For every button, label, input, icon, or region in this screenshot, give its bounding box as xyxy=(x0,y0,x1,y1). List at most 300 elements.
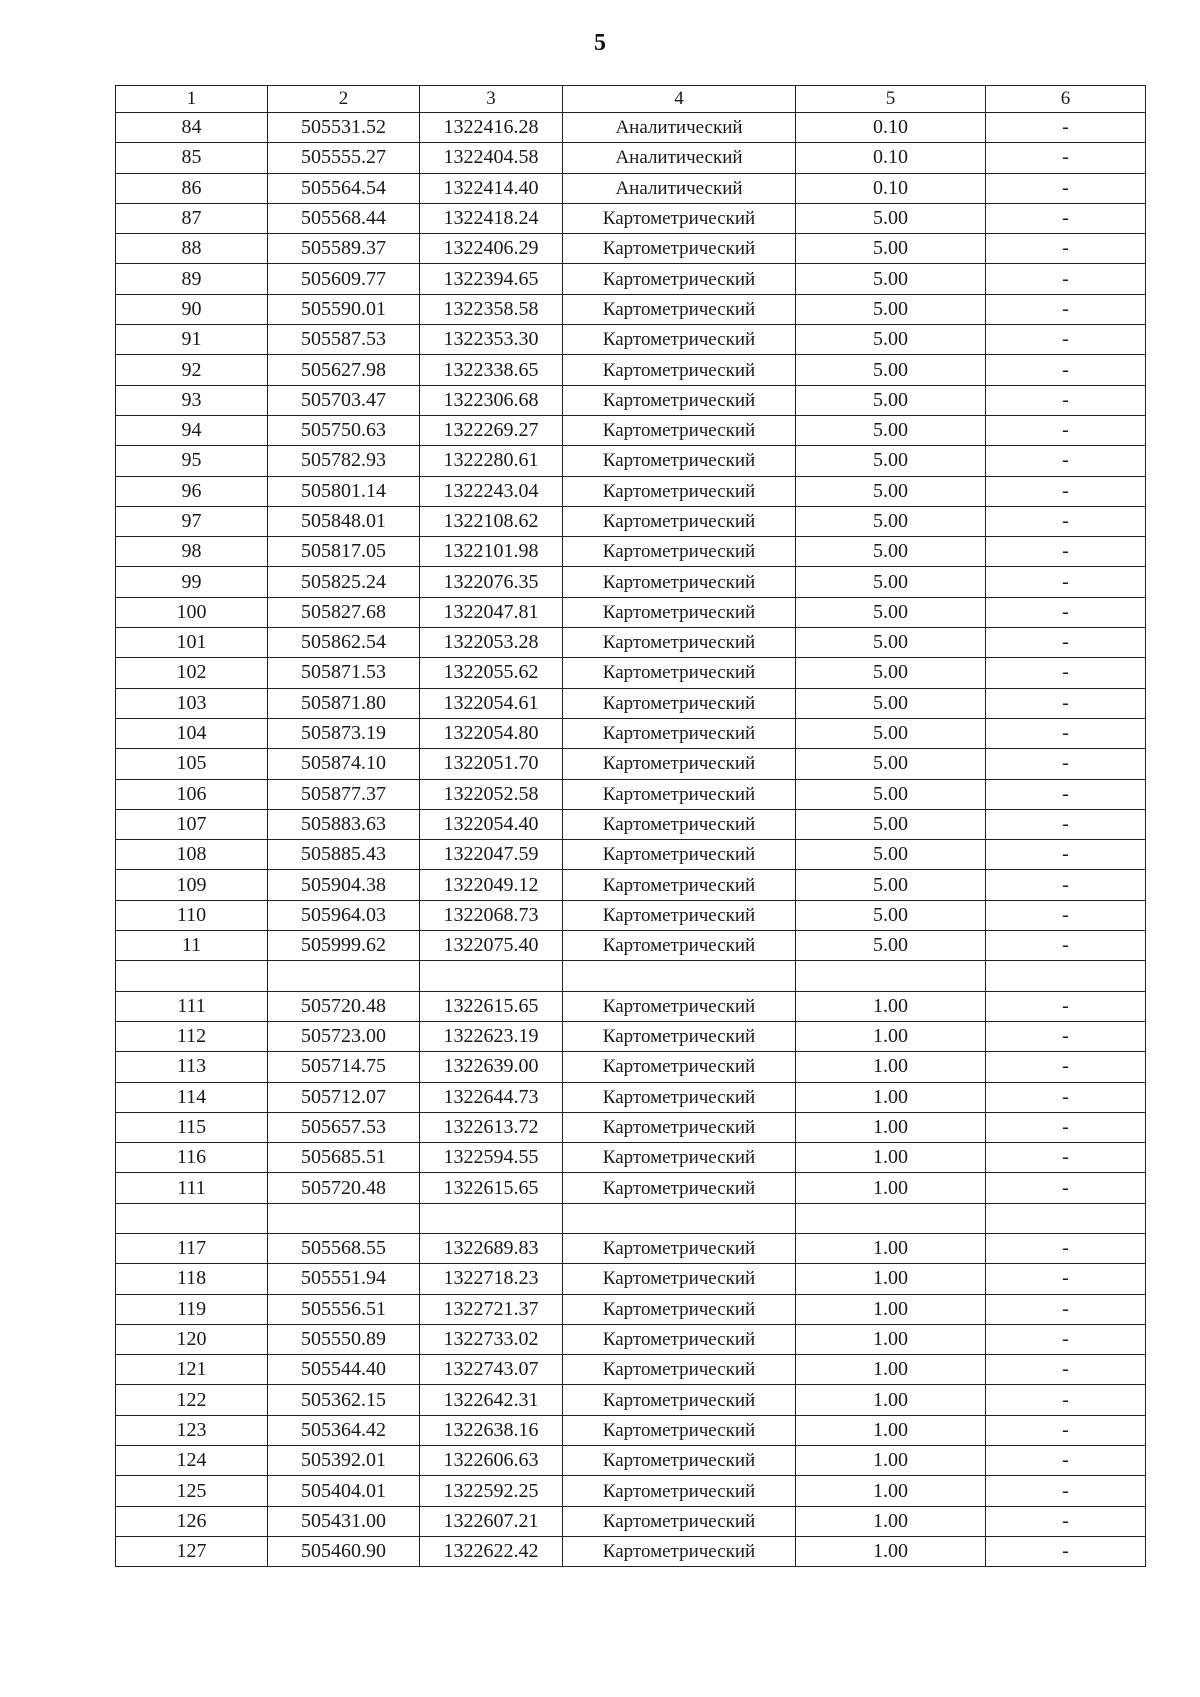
description-cell: - xyxy=(986,688,1146,718)
description-cell: - xyxy=(986,264,1146,294)
description-cell: - xyxy=(986,809,1146,839)
point-number-cell: 110 xyxy=(116,900,268,930)
method-cell: Картометрический xyxy=(563,931,796,961)
accuracy-cell: 1.00 xyxy=(796,1264,986,1294)
point-number-cell: 112 xyxy=(116,1021,268,1051)
point-number-cell: 126 xyxy=(116,1506,268,1536)
column-header-6: 6 xyxy=(986,86,1146,113)
description-cell: - xyxy=(986,840,1146,870)
accuracy-cell: 1.00 xyxy=(796,1476,986,1506)
description-cell: - xyxy=(986,991,1146,1021)
table-row xyxy=(116,1112,1146,1142)
description-cell: - xyxy=(986,203,1146,233)
x-coordinate-cell: 505723.00 xyxy=(268,1021,420,1051)
x-coordinate-cell: 505999.62 xyxy=(268,931,420,961)
accuracy-cell: 1.00 xyxy=(796,1385,986,1415)
y-coordinate-cell: 1322243.04 xyxy=(420,476,563,506)
description-cell: - xyxy=(986,537,1146,567)
y-coordinate-cell: 1322615.65 xyxy=(420,991,563,1021)
method-cell: Картометрический xyxy=(563,658,796,688)
method-cell xyxy=(563,961,796,991)
table-row xyxy=(116,628,1146,658)
y-coordinate-cell: 1322101.98 xyxy=(420,537,563,567)
table-row xyxy=(116,1264,1146,1294)
table-row xyxy=(116,688,1146,718)
description-cell: - xyxy=(986,597,1146,627)
y-coordinate-cell: 1322108.62 xyxy=(420,506,563,536)
accuracy-cell xyxy=(796,1203,986,1233)
table-header-row xyxy=(116,86,1146,113)
table-row xyxy=(116,1173,1146,1203)
accuracy-cell: 1.00 xyxy=(796,1112,986,1142)
description-cell: - xyxy=(986,1052,1146,1082)
description-cell: - xyxy=(986,1294,1146,1324)
table-row xyxy=(116,567,1146,597)
table-row xyxy=(116,415,1146,445)
accuracy-cell: 1.00 xyxy=(796,1324,986,1354)
accuracy-cell: 5.00 xyxy=(796,628,986,658)
description-cell: - xyxy=(986,1446,1146,1476)
y-coordinate-cell: 1322054.61 xyxy=(420,688,563,718)
table-row xyxy=(116,1233,1146,1263)
y-coordinate-cell: 1322416.28 xyxy=(420,113,563,143)
method-cell: Картометрический xyxy=(563,1446,796,1476)
point-number-cell: 125 xyxy=(116,1476,268,1506)
point-number-cell: 114 xyxy=(116,1082,268,1112)
accuracy-cell: 1.00 xyxy=(796,991,986,1021)
point-number-cell: 91 xyxy=(116,325,268,355)
accuracy-cell: 5.00 xyxy=(796,476,986,506)
y-coordinate-cell: 1322718.23 xyxy=(420,1264,563,1294)
column-header-3: 3 xyxy=(420,86,563,113)
accuracy-cell: 1.00 xyxy=(796,1294,986,1324)
accuracy-cell: 0.10 xyxy=(796,113,986,143)
point-number-cell: 113 xyxy=(116,1052,268,1082)
method-cell: Картометрический xyxy=(563,1143,796,1173)
point-number-cell xyxy=(116,1203,268,1233)
accuracy-cell: 1.00 xyxy=(796,1021,986,1051)
method-cell: Картометрический xyxy=(563,476,796,506)
table-row xyxy=(116,1355,1146,1385)
table-row xyxy=(116,900,1146,930)
point-number-cell: 109 xyxy=(116,870,268,900)
x-coordinate-cell: 505685.51 xyxy=(268,1143,420,1173)
y-coordinate-cell: 1322406.29 xyxy=(420,234,563,264)
table-row xyxy=(116,658,1146,688)
description-cell: - xyxy=(986,1112,1146,1142)
method-cell: Картометрический xyxy=(563,1324,796,1354)
point-number-cell: 107 xyxy=(116,809,268,839)
table-row xyxy=(116,113,1146,143)
description-cell: - xyxy=(986,1082,1146,1112)
y-coordinate-cell: 1322049.12 xyxy=(420,870,563,900)
table-row xyxy=(116,537,1146,567)
y-coordinate-cell: 1322054.40 xyxy=(420,809,563,839)
method-cell: Картометрический xyxy=(563,355,796,385)
coordinates-table xyxy=(115,85,1146,1567)
x-coordinate-cell xyxy=(268,1203,420,1233)
method-cell: Картометрический xyxy=(563,203,796,233)
method-cell: Картометрический xyxy=(563,1112,796,1142)
table-row xyxy=(116,1536,1146,1566)
method-cell: Картометрический xyxy=(563,628,796,658)
table-row xyxy=(116,173,1146,203)
accuracy-cell: 1.00 xyxy=(796,1506,986,1536)
accuracy-cell: 1.00 xyxy=(796,1446,986,1476)
x-coordinate-cell: 505556.51 xyxy=(268,1294,420,1324)
point-number-cell: 86 xyxy=(116,173,268,203)
accuracy-cell: 1.00 xyxy=(796,1355,986,1385)
accuracy-cell: 5.00 xyxy=(796,264,986,294)
accuracy-cell: 1.00 xyxy=(796,1143,986,1173)
x-coordinate-cell: 505720.48 xyxy=(268,1173,420,1203)
description-cell: - xyxy=(986,779,1146,809)
y-coordinate-cell: 1322594.55 xyxy=(420,1143,563,1173)
x-coordinate-cell: 505555.27 xyxy=(268,143,420,173)
table-row xyxy=(116,597,1146,627)
table-row xyxy=(116,961,1146,991)
x-coordinate-cell: 505801.14 xyxy=(268,476,420,506)
description-cell: - xyxy=(986,446,1146,476)
method-cell: Картометрический xyxy=(563,506,796,536)
point-number-cell: 121 xyxy=(116,1355,268,1385)
method-cell: Картометрический xyxy=(563,1536,796,1566)
x-coordinate-cell: 505862.54 xyxy=(268,628,420,658)
y-coordinate-cell: 1322353.30 xyxy=(420,325,563,355)
description-cell: - xyxy=(986,234,1146,264)
table-row xyxy=(116,1082,1146,1112)
x-coordinate-cell: 505627.98 xyxy=(268,355,420,385)
accuracy-cell: 5.00 xyxy=(796,749,986,779)
y-coordinate-cell: 1322358.58 xyxy=(420,294,563,324)
y-coordinate-cell xyxy=(420,1203,563,1233)
accuracy-cell: 1.00 xyxy=(796,1173,986,1203)
accuracy-cell: 5.00 xyxy=(796,809,986,839)
method-cell: Картометрический xyxy=(563,1385,796,1415)
point-number-cell: 104 xyxy=(116,718,268,748)
description-cell: - xyxy=(986,1264,1146,1294)
method-cell: Аналитический xyxy=(563,113,796,143)
x-coordinate-cell: 505782.93 xyxy=(268,446,420,476)
description-cell: - xyxy=(986,870,1146,900)
table-row xyxy=(116,1052,1146,1082)
y-coordinate-cell: 1322418.24 xyxy=(420,203,563,233)
accuracy-cell: 1.00 xyxy=(796,1052,986,1082)
method-cell: Картометрический xyxy=(563,718,796,748)
method-cell: Картометрический xyxy=(563,325,796,355)
table-row xyxy=(116,1506,1146,1536)
method-cell: Аналитический xyxy=(563,173,796,203)
point-number-cell: 108 xyxy=(116,840,268,870)
point-number-cell: 96 xyxy=(116,476,268,506)
description-cell: - xyxy=(986,1021,1146,1051)
y-coordinate-cell: 1322404.58 xyxy=(420,143,563,173)
method-cell: Картометрический xyxy=(563,1476,796,1506)
y-coordinate-cell: 1322051.70 xyxy=(420,749,563,779)
y-coordinate-cell: 1322053.28 xyxy=(420,628,563,658)
point-number-cell: 124 xyxy=(116,1446,268,1476)
y-coordinate-cell: 1322306.68 xyxy=(420,385,563,415)
table-row xyxy=(116,1415,1146,1445)
y-coordinate-cell: 1322642.31 xyxy=(420,1385,563,1415)
table-row xyxy=(116,779,1146,809)
y-coordinate-cell: 1322592.25 xyxy=(420,1476,563,1506)
table-row xyxy=(116,1143,1146,1173)
description-cell xyxy=(986,961,1146,991)
x-coordinate-cell: 505460.90 xyxy=(268,1536,420,1566)
x-coordinate-cell: 505550.89 xyxy=(268,1324,420,1354)
y-coordinate-cell: 1322644.73 xyxy=(420,1082,563,1112)
page-number: 5 xyxy=(594,30,606,56)
method-cell: Картометрический xyxy=(563,567,796,597)
table-row xyxy=(116,749,1146,779)
description-cell: - xyxy=(986,385,1146,415)
point-number-cell: 102 xyxy=(116,658,268,688)
description-cell: - xyxy=(986,1173,1146,1203)
table-row xyxy=(116,203,1146,233)
x-coordinate-cell: 505362.15 xyxy=(268,1385,420,1415)
accuracy-cell: 5.00 xyxy=(796,415,986,445)
description-cell: - xyxy=(986,173,1146,203)
y-coordinate-cell: 1322047.59 xyxy=(420,840,563,870)
table-row xyxy=(116,840,1146,870)
accuracy-cell: 5.00 xyxy=(796,234,986,264)
point-number-cell: 118 xyxy=(116,1264,268,1294)
accuracy-cell: 5.00 xyxy=(796,385,986,415)
point-number-cell: 95 xyxy=(116,446,268,476)
method-cell: Картометрический xyxy=(563,1264,796,1294)
method-cell: Картометрический xyxy=(563,597,796,627)
y-coordinate-cell: 1322622.42 xyxy=(420,1536,563,1566)
table-row xyxy=(116,476,1146,506)
description-cell: - xyxy=(986,325,1146,355)
x-coordinate-cell: 505589.37 xyxy=(268,234,420,264)
method-cell: Картометрический xyxy=(563,294,796,324)
column-header-1: 1 xyxy=(116,86,268,113)
accuracy-cell: 5.00 xyxy=(796,840,986,870)
y-coordinate-cell: 1322414.40 xyxy=(420,173,563,203)
table-row xyxy=(116,385,1146,415)
x-coordinate-cell: 505568.44 xyxy=(268,203,420,233)
accuracy-cell: 5.00 xyxy=(796,658,986,688)
x-coordinate-cell: 505877.37 xyxy=(268,779,420,809)
method-cell: Картометрический xyxy=(563,1294,796,1324)
method-cell: Картометрический xyxy=(563,1173,796,1203)
point-number-cell: 120 xyxy=(116,1324,268,1354)
description-cell: - xyxy=(986,658,1146,688)
point-number-cell: 103 xyxy=(116,688,268,718)
x-coordinate-cell: 505871.80 xyxy=(268,688,420,718)
accuracy-cell: 1.00 xyxy=(796,1536,986,1566)
point-number-cell: 84 xyxy=(116,113,268,143)
y-coordinate-cell: 1322606.63 xyxy=(420,1446,563,1476)
accuracy-cell: 5.00 xyxy=(796,718,986,748)
y-coordinate-cell: 1322075.40 xyxy=(420,931,563,961)
method-cell: Картометрический xyxy=(563,991,796,1021)
description-cell: - xyxy=(986,900,1146,930)
y-coordinate-cell: 1322269.27 xyxy=(420,415,563,445)
point-number-cell: 94 xyxy=(116,415,268,445)
table-row xyxy=(116,1446,1146,1476)
table-row xyxy=(116,355,1146,385)
y-coordinate-cell: 1322076.35 xyxy=(420,567,563,597)
y-coordinate-cell: 1322055.62 xyxy=(420,658,563,688)
point-number-cell: 111 xyxy=(116,1173,268,1203)
description-cell: - xyxy=(986,1143,1146,1173)
description-cell: - xyxy=(986,476,1146,506)
description-cell: - xyxy=(986,1233,1146,1263)
table-row xyxy=(116,1324,1146,1354)
x-coordinate-cell: 505712.07 xyxy=(268,1082,420,1112)
table-row xyxy=(116,1294,1146,1324)
y-coordinate-cell: 1322607.21 xyxy=(420,1506,563,1536)
method-cell: Картометрический xyxy=(563,1021,796,1051)
x-coordinate-cell: 505871.53 xyxy=(268,658,420,688)
method-cell: Картометрический xyxy=(563,1082,796,1112)
x-coordinate-cell: 505392.01 xyxy=(268,1446,420,1476)
accuracy-cell: 5.00 xyxy=(796,355,986,385)
y-coordinate-cell: 1322052.58 xyxy=(420,779,563,809)
method-cell: Картометрический xyxy=(563,1506,796,1536)
x-coordinate-cell: 505564.54 xyxy=(268,173,420,203)
method-cell: Картометрический xyxy=(563,264,796,294)
x-coordinate-cell: 505431.00 xyxy=(268,1506,420,1536)
x-coordinate-cell: 505544.40 xyxy=(268,1355,420,1385)
column-header-4: 4 xyxy=(563,86,796,113)
point-number-cell: 99 xyxy=(116,567,268,597)
accuracy-cell: 5.00 xyxy=(796,567,986,597)
table-row xyxy=(116,506,1146,536)
table-row xyxy=(116,234,1146,264)
x-coordinate-cell: 505904.38 xyxy=(268,870,420,900)
table-row xyxy=(116,1476,1146,1506)
point-number-cell: 116 xyxy=(116,1143,268,1173)
x-coordinate-cell: 505848.01 xyxy=(268,506,420,536)
y-coordinate-cell: 1322743.07 xyxy=(420,1355,563,1385)
y-coordinate-cell: 1322068.73 xyxy=(420,900,563,930)
description-cell: - xyxy=(986,113,1146,143)
description-cell: - xyxy=(986,1536,1146,1566)
y-coordinate-cell: 1322054.80 xyxy=(420,718,563,748)
accuracy-cell xyxy=(796,961,986,991)
y-coordinate-cell: 1322733.02 xyxy=(420,1324,563,1354)
y-coordinate-cell: 1322338.65 xyxy=(420,355,563,385)
x-coordinate-cell: 505609.77 xyxy=(268,264,420,294)
method-cell: Картометрический xyxy=(563,1052,796,1082)
method-cell: Картометрический xyxy=(563,537,796,567)
description-cell: - xyxy=(986,749,1146,779)
point-number-cell: 122 xyxy=(116,1385,268,1415)
point-number-cell: 115 xyxy=(116,1112,268,1142)
method-cell: Аналитический xyxy=(563,143,796,173)
x-coordinate-cell: 505531.52 xyxy=(268,113,420,143)
table-row xyxy=(116,1203,1146,1233)
accuracy-cell: 0.10 xyxy=(796,173,986,203)
x-coordinate-cell: 505714.75 xyxy=(268,1052,420,1082)
accuracy-cell: 5.00 xyxy=(796,537,986,567)
accuracy-cell: 5.00 xyxy=(796,294,986,324)
x-coordinate-cell: 505883.63 xyxy=(268,809,420,839)
y-coordinate-cell: 1322689.83 xyxy=(420,1233,563,1263)
table-row xyxy=(116,809,1146,839)
accuracy-cell: 5.00 xyxy=(796,931,986,961)
description-cell: - xyxy=(986,1415,1146,1445)
y-coordinate-cell: 1322639.00 xyxy=(420,1052,563,1082)
description-cell: - xyxy=(986,567,1146,597)
description-cell: - xyxy=(986,1385,1146,1415)
accuracy-cell: 5.00 xyxy=(796,325,986,355)
description-cell: - xyxy=(986,143,1146,173)
table-row xyxy=(116,264,1146,294)
table-row xyxy=(116,931,1146,961)
point-number-cell: 100 xyxy=(116,597,268,627)
method-cell: Картометрический xyxy=(563,900,796,930)
point-number-cell: 119 xyxy=(116,1294,268,1324)
y-coordinate-cell: 1322394.65 xyxy=(420,264,563,294)
column-header-2: 2 xyxy=(268,86,420,113)
x-coordinate-cell: 505964.03 xyxy=(268,900,420,930)
accuracy-cell: 1.00 xyxy=(796,1082,986,1112)
y-coordinate-cell: 1322623.19 xyxy=(420,1021,563,1051)
method-cell: Картометрический xyxy=(563,809,796,839)
point-number-cell: 127 xyxy=(116,1536,268,1566)
method-cell: Картометрический xyxy=(563,385,796,415)
x-coordinate-cell: 505551.94 xyxy=(268,1264,420,1294)
y-coordinate-cell: 1322613.72 xyxy=(420,1112,563,1142)
table-row xyxy=(116,991,1146,1021)
x-coordinate-cell xyxy=(268,961,420,991)
description-cell: - xyxy=(986,294,1146,324)
point-number-cell: 11 xyxy=(116,931,268,961)
method-cell: Картометрический xyxy=(563,1233,796,1263)
description-cell: - xyxy=(986,1506,1146,1536)
point-number-cell: 90 xyxy=(116,294,268,324)
accuracy-cell: 5.00 xyxy=(796,506,986,536)
x-coordinate-cell: 505568.55 xyxy=(268,1233,420,1263)
x-coordinate-cell: 505873.19 xyxy=(268,718,420,748)
method-cell: Картометрический xyxy=(563,1355,796,1385)
description-cell: - xyxy=(986,355,1146,385)
x-coordinate-cell: 505364.42 xyxy=(268,1415,420,1445)
description-cell: - xyxy=(986,718,1146,748)
accuracy-cell: 1.00 xyxy=(796,1415,986,1445)
x-coordinate-cell: 505885.43 xyxy=(268,840,420,870)
column-header-5: 5 xyxy=(796,86,986,113)
method-cell: Картометрический xyxy=(563,415,796,445)
method-cell: Картометрический xyxy=(563,779,796,809)
accuracy-cell: 0.10 xyxy=(796,143,986,173)
point-number-cell: 101 xyxy=(116,628,268,658)
x-coordinate-cell: 505590.01 xyxy=(268,294,420,324)
x-coordinate-cell: 505404.01 xyxy=(268,1476,420,1506)
point-number-cell: 97 xyxy=(116,506,268,536)
method-cell: Картометрический xyxy=(563,840,796,870)
x-coordinate-cell: 505750.63 xyxy=(268,415,420,445)
method-cell: Картометрический xyxy=(563,1415,796,1445)
method-cell: Картометрический xyxy=(563,446,796,476)
point-number-cell: 111 xyxy=(116,991,268,1021)
y-coordinate-cell: 1322721.37 xyxy=(420,1294,563,1324)
method-cell xyxy=(563,1203,796,1233)
table-body xyxy=(116,113,1146,1567)
point-number-cell: 88 xyxy=(116,234,268,264)
table-row xyxy=(116,1385,1146,1415)
accuracy-cell: 5.00 xyxy=(796,779,986,809)
accuracy-cell: 5.00 xyxy=(796,446,986,476)
point-number-cell xyxy=(116,961,268,991)
x-coordinate-cell: 505587.53 xyxy=(268,325,420,355)
accuracy-cell: 1.00 xyxy=(796,1233,986,1263)
